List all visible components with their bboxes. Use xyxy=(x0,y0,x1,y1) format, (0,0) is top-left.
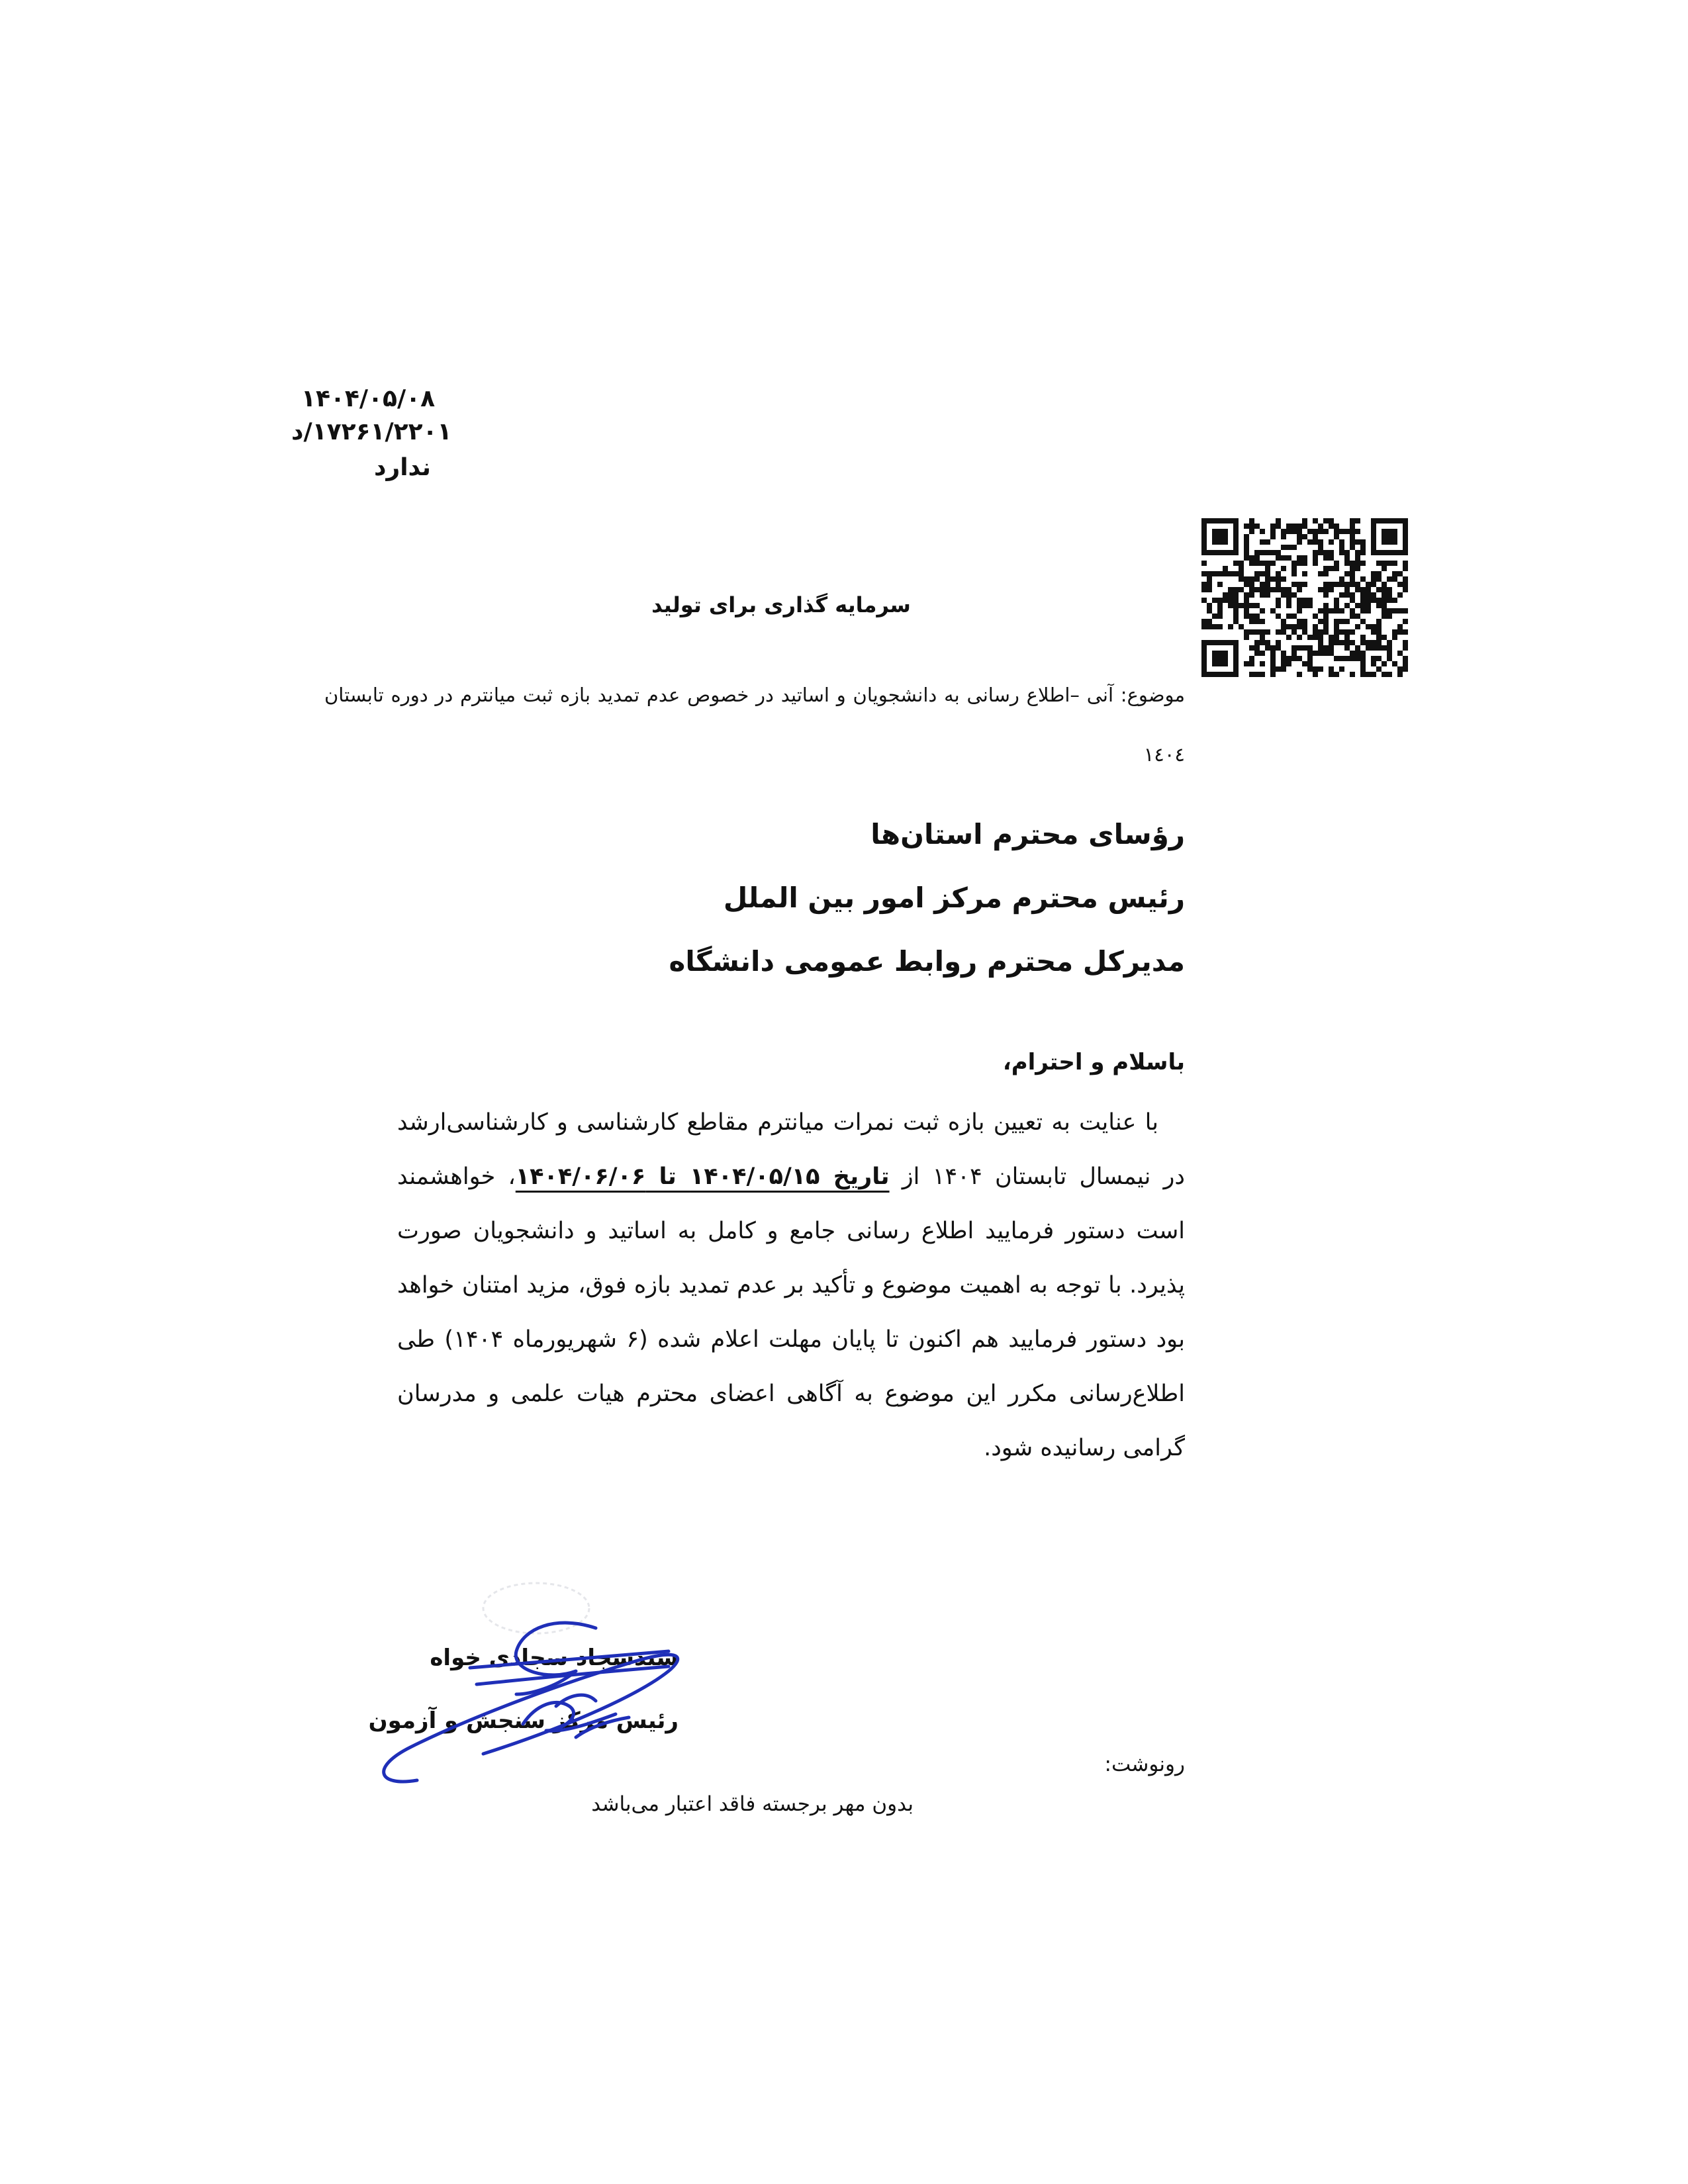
greeting: باسلام و احترام، xyxy=(1002,1049,1185,1075)
slogan: سرمایه گذاری برای تولید xyxy=(651,592,911,617)
addressee-list xyxy=(457,803,1185,993)
subject-label: موضوع: xyxy=(1120,684,1185,706)
letter-attachment: ندارد xyxy=(374,454,431,481)
footer-note: بدون مهر برجسته فاقد اعتبار می‌باشد xyxy=(591,1792,914,1816)
letter-date: ۱۴۰۴/۰۵/۰۸ xyxy=(301,385,436,412)
letter-number: ۱۷۲۶۱/۲۲۰۱/د xyxy=(291,418,452,445)
addressee-1: رؤسای محترم استان‌ها xyxy=(870,818,1185,850)
addressee-2: رئیس محترم مرکز امور بین الملل xyxy=(723,882,1185,914)
signatory-title: رئیس مرکز سنجش و آزمون xyxy=(368,1707,679,1734)
body-paragraph xyxy=(397,1095,1185,1475)
body-part-2: ، خواهشمند است دستور فرمایید اطلاع رسانی جامع و کامل به اساتید و دانشجویان صورت پذیرد. با توجه به اهمیت موضوع و تأکید بر عدم تمدید بازه فوق، مزید امتنان خواهد بود دستور فرمایید هم اکنون تا پایان مهلت اعلام شده (۶ شهریورماه ۱۴۰۴) طی اطلاع‌رسانی مکرر این موضوع به آگاهی اعضای محترم هیات علمی و مدرسان گرامی رسانیده شود. xyxy=(397,1163,1186,1461)
qr-code-icon xyxy=(1201,518,1408,677)
cc-label: رونوشت: xyxy=(1104,1752,1185,1776)
subject-text: آنی –اطلاع رسانی به دانشجویان و اساتید در خصوص عدم تمدید بازه ثبت میانترم در دوره تابستان ١٤٠٤ xyxy=(324,684,1185,766)
signatory-name: سیدسجاد سجادی خواه xyxy=(430,1645,679,1671)
body-part-1: با عنایت به تعیین بازه ثبت نمرات میانترم مقاطع کارشناسی و کارشناسی‌ارشد در نیمسال تابستان ۱۴۰۴ از xyxy=(397,1109,1185,1190)
date-range-highlight: تاریخ ۱۴۰۴/۰۵/۱۵ تا ۱۴۰۴/۰۶/۰۶ xyxy=(515,1163,890,1190)
subject-line xyxy=(324,665,1185,784)
signature-icon xyxy=(357,1588,728,1800)
addressee-3: مدیرکل محترم روابط عمومی دانشگاه xyxy=(669,945,1185,978)
